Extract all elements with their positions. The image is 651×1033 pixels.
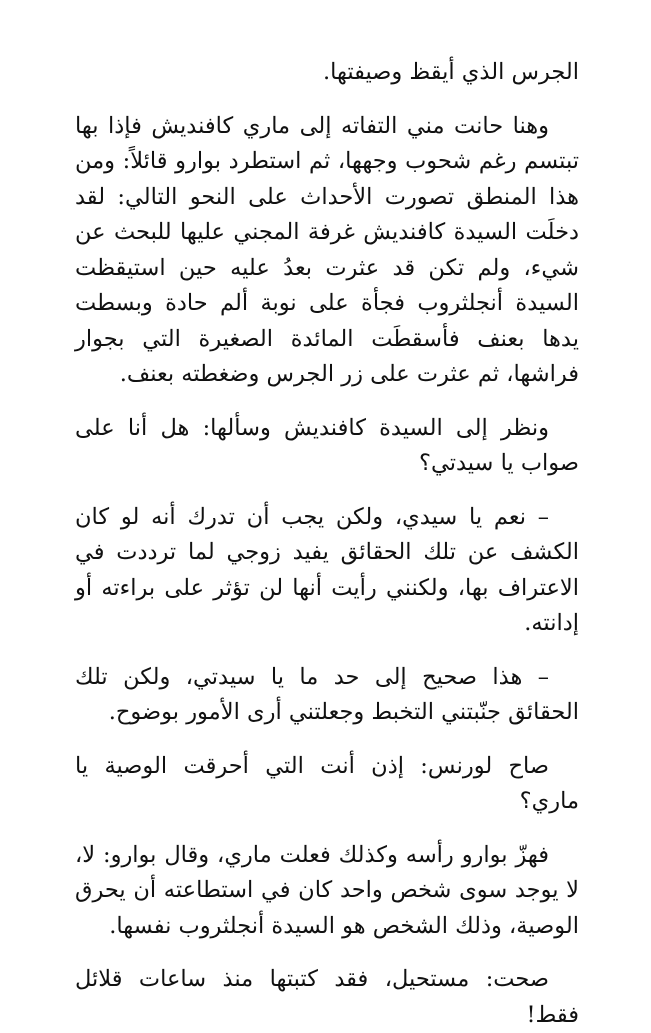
paragraph-7: فهزّ بوارو رأسه وكذلك فعلت ماري، وقال بوارو: لا، لا يوجد سوى شخص واحد كان في استطاعته أن يحرق الوصية، وذلك الشخص هو السيدة أنجلثروب نفسها.	[75, 841, 579, 939]
paragraph-8: صحت: مستحيل، فقد كتبتها منذ ساعات قلائل فقط!	[75, 966, 579, 1028]
paragraph-1: الجرس الذي أيقظ وصيفتها.	[322, 59, 579, 85]
paragraph-2: وهنا حانت مني التفاته إلى ماري كافنديش فإذا بها تبتسم رغم شحوب وجهها، ثم استطرد بوارو قائلاً: ومن هذا المنطق تصورت الأحداث على النحو التالي: لقد دخلَت السيدة كافنديش غرفة المجني عليها للبحث عن شيء، ولم تكن قد عثرت بعدُ عليه حين استيقظت السيدة أنجلثروب فجأة على نوبة ألم حادة وبسطت يدها بعنف فأسقطَت المائدة الصغيرة التي بجوار فراشها، ثم عثرت على زر الجرس وضغطته بعنف.	[75, 112, 579, 387]
paragraph-3: ونظر إلى السيدة كافنديش وسألها: هل أنا على صواب يا سيدتي؟	[75, 414, 579, 476]
paragraph-5: – هذا صحيح إلى حد ما يا سيدتي، ولكن تلك الحقائق جنّبتني التخبط وجعلتني أرى الأمور بوضوح.	[75, 663, 579, 725]
paragraph-6: صاح لورنس: إذن أنت التي أحرقت الوصية يا ماري؟	[75, 752, 579, 814]
paragraph-4: – نعم يا سيدي، ولكن يجب أن تدرك أنه لو كان الكشف عن تلك الحقائق يفيد زوجي لما ترددت في الاعتراف بها، ولكنني رأيت أنها لن تؤثر على براءته أو إدانته.	[75, 503, 579, 636]
